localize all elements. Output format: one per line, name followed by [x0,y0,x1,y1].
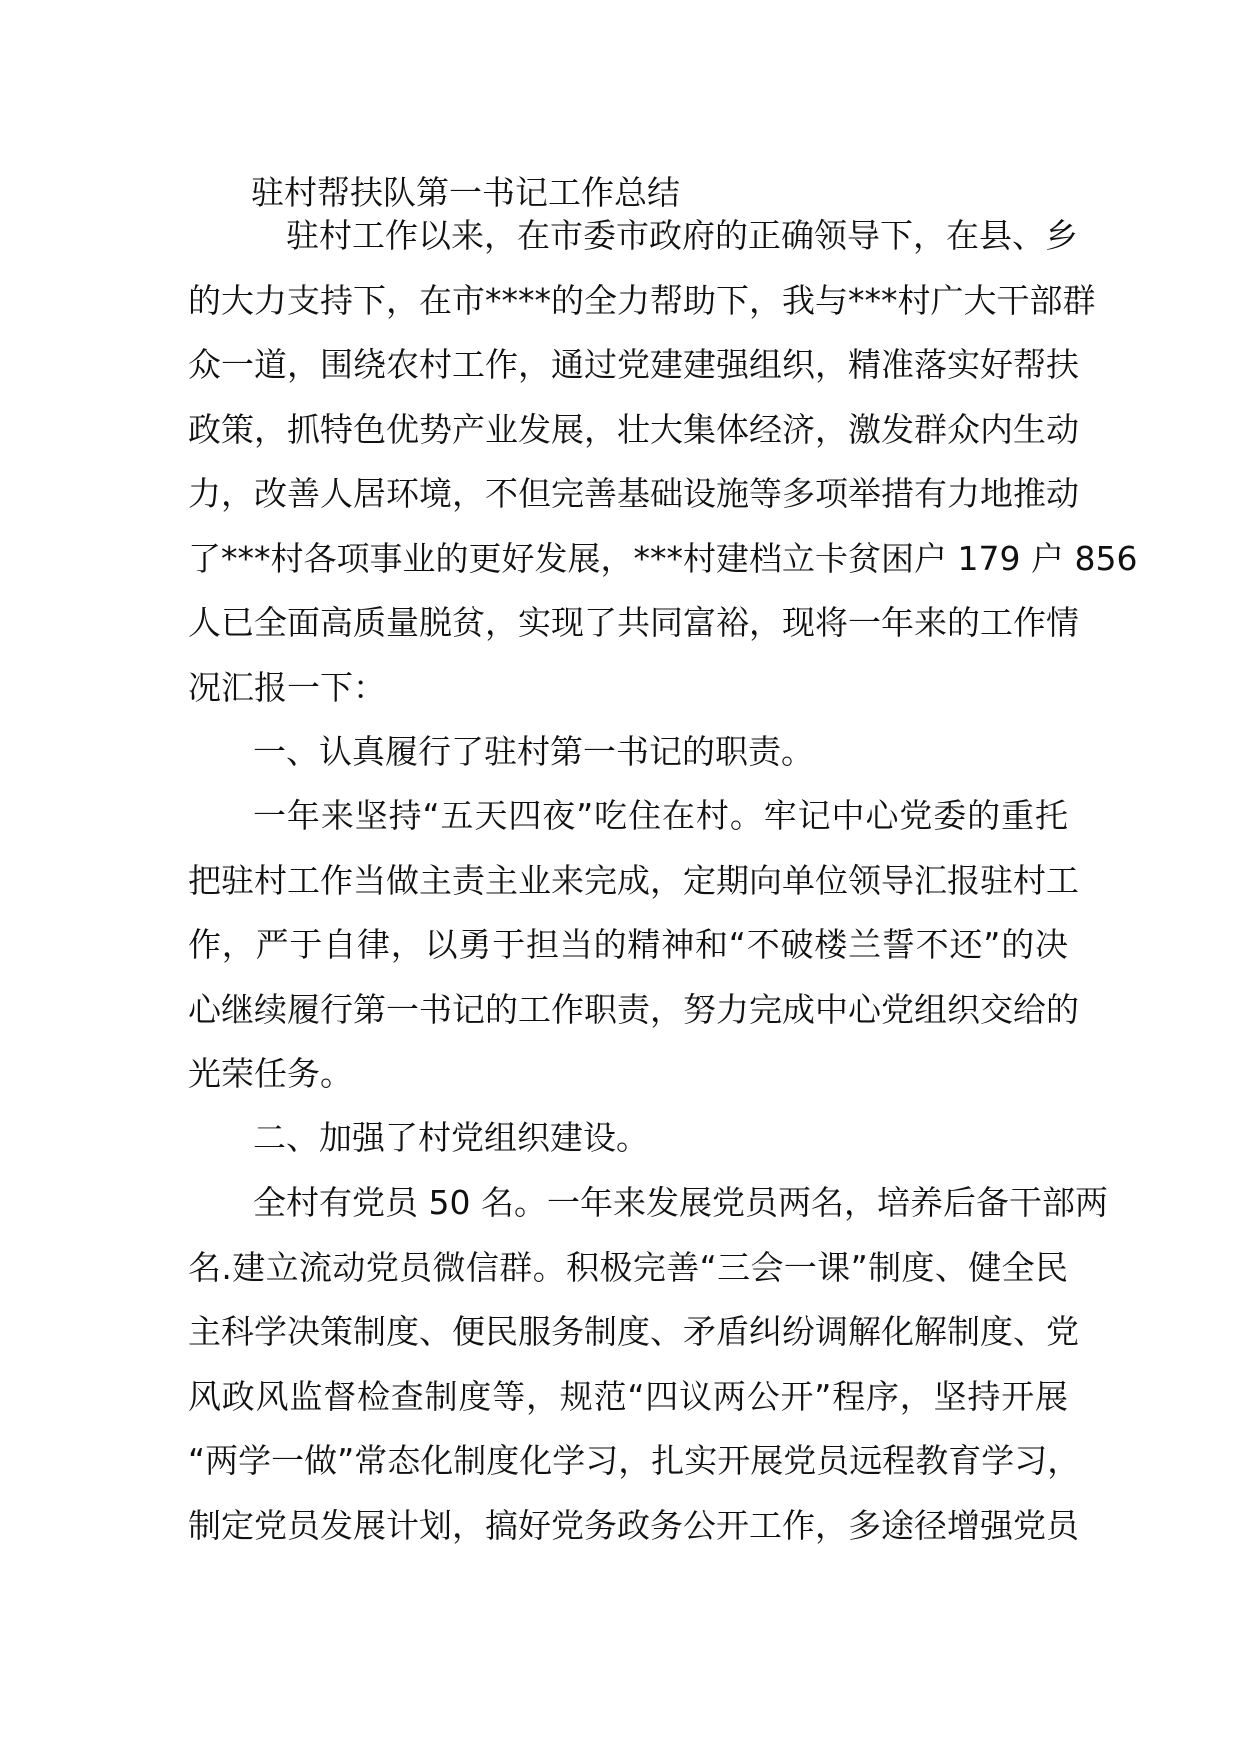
text-line: 作，严于自律，以勇于担当的精神和“不破楼兰誓不还”的决 [188,925,1068,964]
paragraph-party-building [188,1171,1108,1558]
text-line: 主科学决策制度、便民服务制度、矛盾纠纷调解化解制度、党 [188,1312,1079,1351]
text-line: 政策，抓特色优势产业发展，壮大集体经济，激发群众内生动 [188,409,1079,449]
document-title: 驻村帮扶队第一书记工作总结 [251,173,680,212]
text-line: 名.建立流动党员微信群。积极完善“三会一课”制度、健全民 [188,1247,1068,1287]
text-line: 众一道，围绕农村工作，通过党建建强组织，精准落实好帮扶 [188,345,1079,384]
text-line: 了***村各项事业的更好发展，***村建档立卡贫困户 179 户 856 [188,538,1138,578]
section-heading-1 [188,720,1068,785]
text-line: 二、加强了村党组织建设。 [253,1118,649,1157]
paragraph-intro [188,204,1138,720]
text-line: 把驻村工作当做主责主业来完成，定期向单位领导汇报驻村工 [188,860,1079,900]
text-line: 一年来坚持“五天四夜”吃住在村。牢记中心党委的重托 [253,796,1068,835]
text-line: 全村有党员 50 名。一年来发展党员两名，培养后备干部两 [253,1183,1108,1222]
text-line: 力，改善人居环境，不但完善基础设施等多项举措有力地推动 [188,474,1079,513]
text-line: 心继续履行第一书记的工作职责，努力完成中心党组织交给的 [188,989,1079,1029]
text-line: “两学一做”常态化制度化学习，扎实开展党员远程教育学习， [188,1441,1081,1480]
text-line: 光荣任务。 [188,1054,353,1093]
text-line: 人已全面高质量脱贫，实现了共同富裕，现将一年来的工作情 [188,603,1079,642]
text-line: 的大力支持下，在市****的全力帮助下，我与***村广大干部群 [188,280,1096,320]
text-line: 一、认真履行了驻村第一书记的职责。 [253,732,814,771]
text-line: 风政风监督检查制度等，规范“四议两公开”程序，坚持开展 [188,1376,1068,1416]
text-line: 驻村工作以来，在市委市政府的正确领导下，在县、乡 [286,216,1078,255]
paragraph-duties [188,784,1079,1107]
text-line: 况汇报一下： [188,667,386,707]
text-line: 制定党员发展计划，搞好党务政务公开工作，多途径增强党员 [188,1505,1079,1545]
section-heading-2 [188,1106,1068,1171]
